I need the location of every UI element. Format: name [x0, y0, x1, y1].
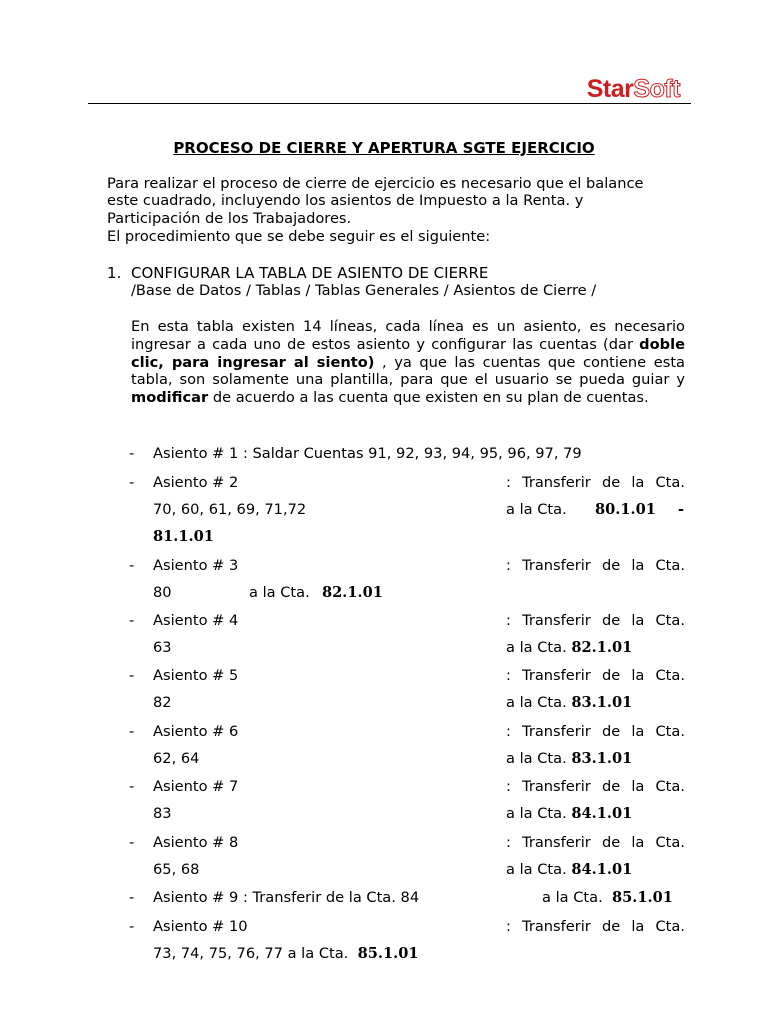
asiento-10-from: 73, 74, 75, 76, 77 a la Cta. [153, 945, 349, 962]
asiento-7-from: 83 [153, 805, 172, 822]
asiento-2-from: 70, 60, 61, 69, 71,72 [153, 501, 307, 518]
asiento-10-transfer: : Transferir de la Cta. [506, 918, 685, 935]
asiento-10-from-to [153, 945, 419, 962]
asiento-9-label: Asiento # 9 : Transferir de la Cta. 84 [153, 889, 420, 906]
asiento-4-transfer: : Transferir de la Cta. [506, 612, 685, 629]
asiento-7-to-label: a la Cta. [506, 805, 567, 822]
asiento-8-to [506, 861, 632, 878]
intro-line-2: este cuadrado, incluyendo los asientos de Impuesto a la Renta. y [107, 192, 584, 209]
asiento-2-transfer: : Transferir de la Cta. [506, 474, 685, 491]
asiento-3-from: 80 [153, 584, 172, 601]
asiento-4-to [506, 639, 632, 656]
section-body-text-a: En esta tabla existen 14 líneas, cada línea es un asiento, es necesario ingresar a cada uno de estos asiento y configurar las cuentas (dar [131, 318, 685, 353]
asiento-6-to-label: a la Cta. [506, 750, 567, 767]
asiento-5-label: Asiento # 5 [153, 667, 239, 684]
list-bullet: - [129, 612, 135, 629]
asiento-9-to-label: a la Cta. [542, 889, 603, 906]
asiento-7-to [506, 805, 632, 822]
menu-path: /Base de Datos / Tablas / Tablas Generales / Asientos de Cierre / [131, 282, 597, 299]
asiento-2-to-1: 80.1.01 [595, 501, 656, 518]
intro-line-3: Participación de los Trabajadores. [107, 210, 352, 227]
list-bullet: - [129, 918, 135, 935]
asiento-3-label: Asiento # 3 [153, 557, 239, 574]
asiento-2-to-label: a la Cta. [506, 501, 567, 518]
asiento-3-transfer: : Transferir de la Cta. [506, 557, 685, 574]
asiento-6-label: Asiento # 6 [153, 723, 239, 740]
asiento-7-to-account: 84.1.01 [571, 805, 633, 822]
asiento-2-to-sep: - [678, 501, 685, 518]
asiento-7-label: Asiento # 7 [153, 778, 239, 795]
list-bullet: - [129, 474, 135, 491]
asiento-2-label: Asiento # 2 [153, 474, 239, 491]
section-body-text-b: , ya que las cuentas que contiene esta tabla, son solamente una plantilla, para que el usuario se pueda guiar y [131, 353, 685, 389]
starsoft-logo [587, 74, 680, 104]
section-body-bold-2: modificar [131, 389, 209, 407]
list-bullet: - [129, 778, 135, 795]
header-rule [88, 103, 691, 104]
list-bullet: - [129, 445, 135, 462]
logo-star-text: Star [586, 75, 634, 103]
asiento-4-to-account: 82.1.01 [571, 639, 633, 656]
asiento-10-label: Asiento # 10 [153, 918, 248, 935]
asiento-9-to [542, 889, 673, 906]
asiento-6-to-account: 83.1.01 [571, 750, 633, 767]
list-bullet: - [129, 834, 135, 851]
list-bullet: - [129, 723, 135, 740]
intro-line-4: El procedimiento que se debe seguir es el siguiente: [107, 228, 491, 245]
asiento-1: Asiento # 1 : Saldar Cuentas 91, 92, 93, 94, 95, 96, 97, 79 [153, 445, 582, 462]
logo-soft-text: Soft [633, 75, 680, 103]
section-heading: CONFIGURAR LA TABLA DE ASIENTO DE CIERRE [131, 264, 489, 282]
asiento-9-to-account: 85.1.01 [612, 889, 673, 906]
section-body [131, 318, 685, 407]
asiento-2-to-2: 81.1.01 [153, 528, 214, 545]
asiento-5-to-account: 83.1.01 [571, 694, 633, 711]
asiento-5-transfer: : Transferir de la Cta. [506, 667, 685, 684]
asiento-6-to [506, 750, 632, 767]
intro-line-1: Para realizar el proceso de cierre de ejercicio es necesario que el balance [107, 175, 644, 192]
asiento-3-to-label: a la Cta. [249, 584, 310, 601]
list-bullet: - [129, 667, 135, 684]
asiento-8-label: Asiento # 8 [153, 834, 239, 851]
document-title: PROCESO DE CIERRE Y APERTURA SGTE EJERCICIO [173, 139, 595, 157]
asiento-5-from: 82 [153, 694, 172, 711]
asiento-4-from: 63 [153, 639, 172, 656]
section-body-text-c: de acuerdo a las cuenta que existen en su plan de cuentas. [208, 389, 649, 407]
list-bullet: - [129, 889, 135, 906]
asiento-6-from: 62, 64 [153, 750, 200, 767]
asiento-6-transfer: : Transferir de la Cta. [506, 723, 685, 740]
asiento-3-to: 82.1.01 [322, 584, 383, 601]
asiento-5-to [506, 694, 632, 711]
asiento-10-to-account: 85.1.01 [357, 945, 419, 962]
asiento-7-transfer: : Transferir de la Cta. [506, 778, 685, 795]
asiento-8-to-label: a la Cta. [506, 861, 567, 878]
asiento-8-to-account: 84.1.01 [571, 861, 633, 878]
list-bullet: - [129, 557, 135, 574]
asiento-8-from: 65, 68 [153, 861, 200, 878]
asiento-5-to-label: a la Cta. [506, 694, 567, 711]
asiento-4-to-label: a la Cta. [506, 639, 567, 656]
section-number: 1. [107, 264, 122, 282]
asiento-8-transfer: : Transferir de la Cta. [506, 834, 685, 851]
section-body-bold-1: doble clic, para ingresar al siento) [131, 335, 685, 371]
asiento-4-label: Asiento # 4 [153, 612, 239, 629]
